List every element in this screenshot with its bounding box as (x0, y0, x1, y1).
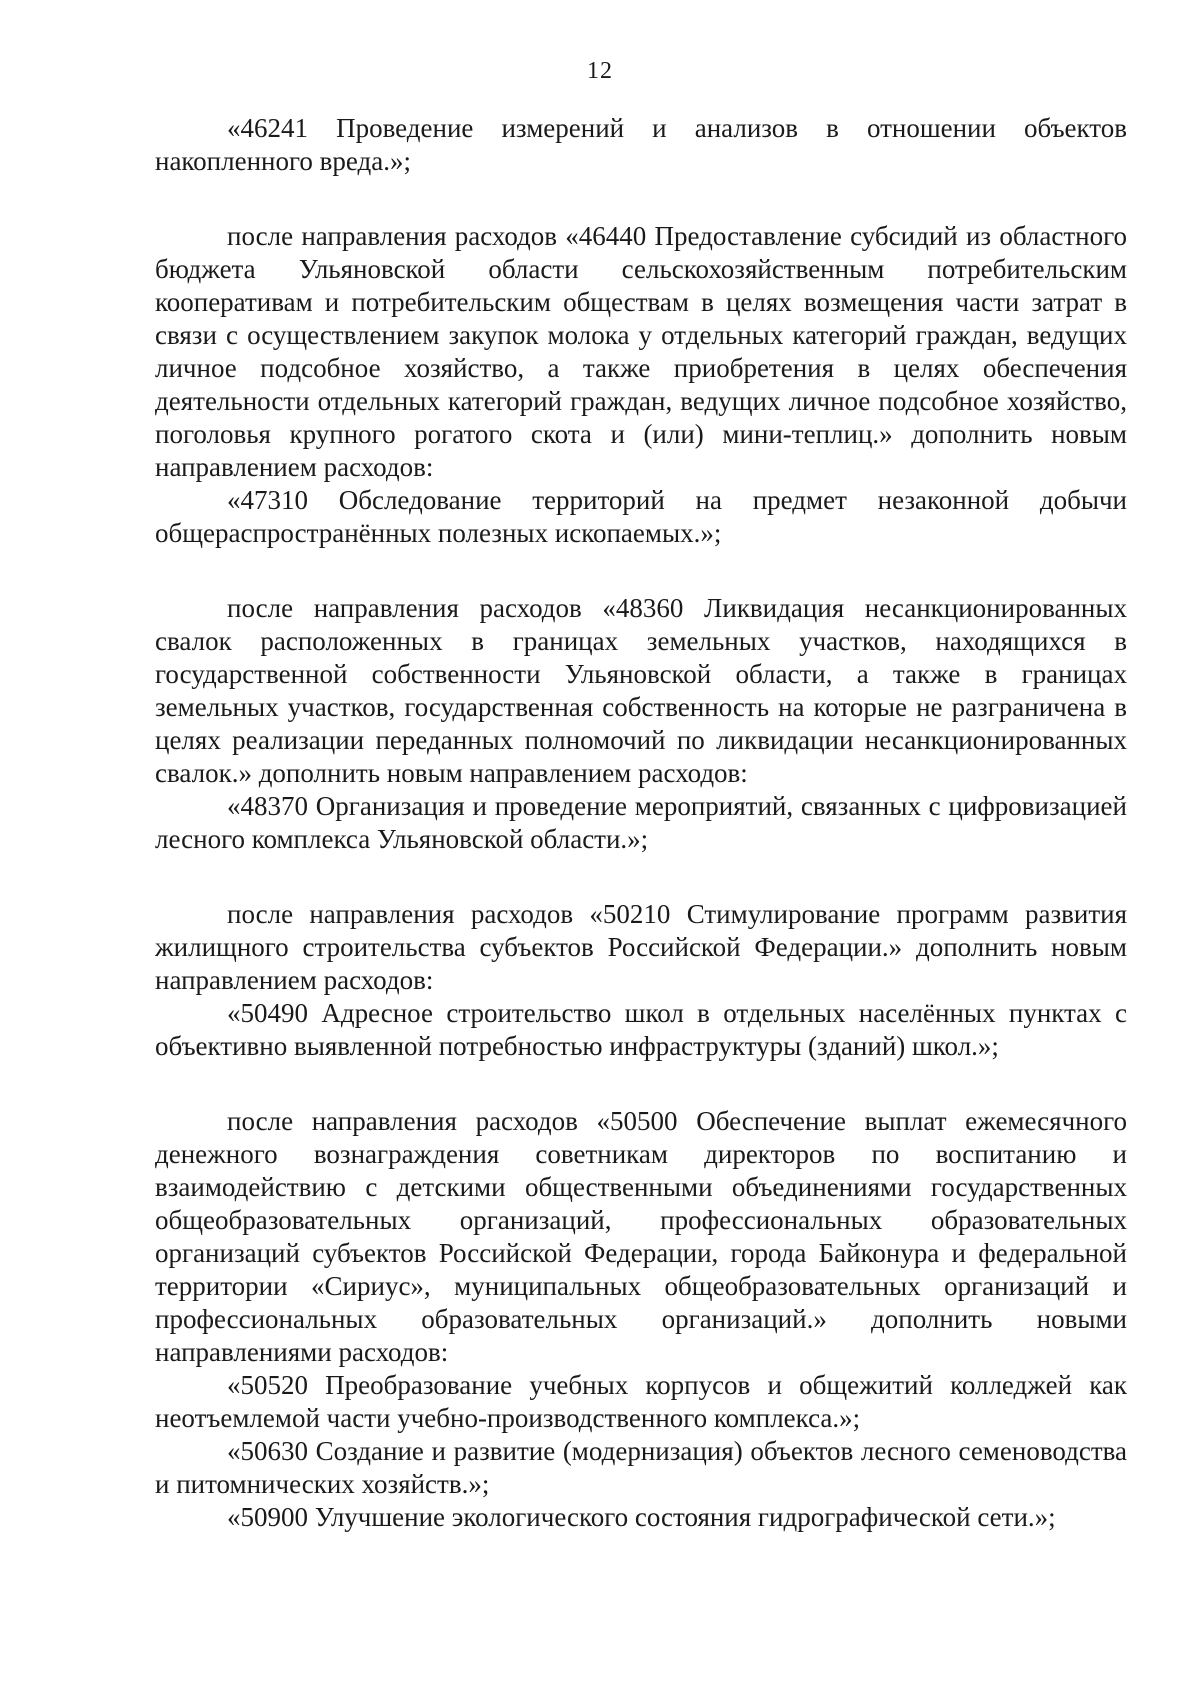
paragraph-after-50210: после направления расходов «50210 Стимулирование программ развития жилищного строительства субъектов Российской Федерации.» дополнить новым направлением расходов: (155, 899, 1127, 995)
paragraph-gap (155, 178, 1127, 220)
paragraph-50520: «50520 Преобразование учебных корпусов и общежитий колледжей как неотъемлемой части учебно-производственного комплекса.»; (155, 1370, 1127, 1433)
paragraph-50900: «50900 Улучшение экологического состояния гидрографической сети.»; (227, 1502, 1056, 1532)
page-number: 12 (587, 58, 613, 84)
paragraph-47310: «47310 Обследование территорий на предмет незаконной добычи общераспространённых полезных ископаемых.»; (155, 485, 1127, 548)
paragraph-48370: «48370 Организация и проведение мероприятий, связанных с цифровизацией лесного комплекса Ульяновской области.»; (155, 791, 1127, 854)
paragraph-gap (155, 1063, 1127, 1105)
paragraph-gap (155, 550, 1127, 592)
paragraph-gap (155, 856, 1127, 898)
paragraph-after-50500: после направления расходов «50500 Обеспечение выплат ежемесячного денежного вознаграждения советникам директоров по воспитанию и взаимодействию с детскими общественными объединениями государственных общеобразовательных организаций, профессиональных образовательных организаций субъектов Российской Федерации, города Байконура и федеральной территории «Сириус», муниципальных общеобразовательных организаций и профессиональных образовательных организаций.» дополнить новыми направлениями расходов: (155, 1106, 1127, 1367)
paragraph-after-46440: после направления расходов «46440 Предоставление субсидий из областного бюджета Ульяновской области сельскохозяйственным потребительским кооперативам и потребительским обществам в целях возмещения части затрат в связи с осуществлением закупок молока у отдельных категорий граждан, ведущих личное подсобное хозяйство, а также приобретения в целях обеспечения деятельности отдельных категорий граждан, ведущих личное подсобное хозяйство, поголовья крупного рогатого скота и (или) мини-теплиц.» дополнить новым направлением расходов: (155, 221, 1127, 482)
paragraph-46241: «46241 Проведение измерений и анализов в отношении объектов накопленного вреда.»; (155, 113, 1127, 176)
paragraph-after-48360: после направления расходов «48360 Ликвидация несанкционированных свалок расположенных в границах земельных участков, находящихся в государственной собственности Ульяновской области, а также в границах земельных участков, государственная собственность на которые не разграничена в целях реализации переданных полномочий по ликвидации несанкционированных свалок.» дополнить новым направлением расходов: (155, 593, 1127, 788)
paragraph-50490: «50490 Адресное строительство школ в отдельных населённых пунктах с объективно выявленной потребностью инфраструктуры (зданий) школ.»; (155, 998, 1127, 1061)
document-body (155, 112, 1127, 1534)
paragraph-50630: «50630 Создание и развитие (модернизация) объектов лесного семеноводства и питомнических хозяйств.»; (155, 1436, 1127, 1499)
